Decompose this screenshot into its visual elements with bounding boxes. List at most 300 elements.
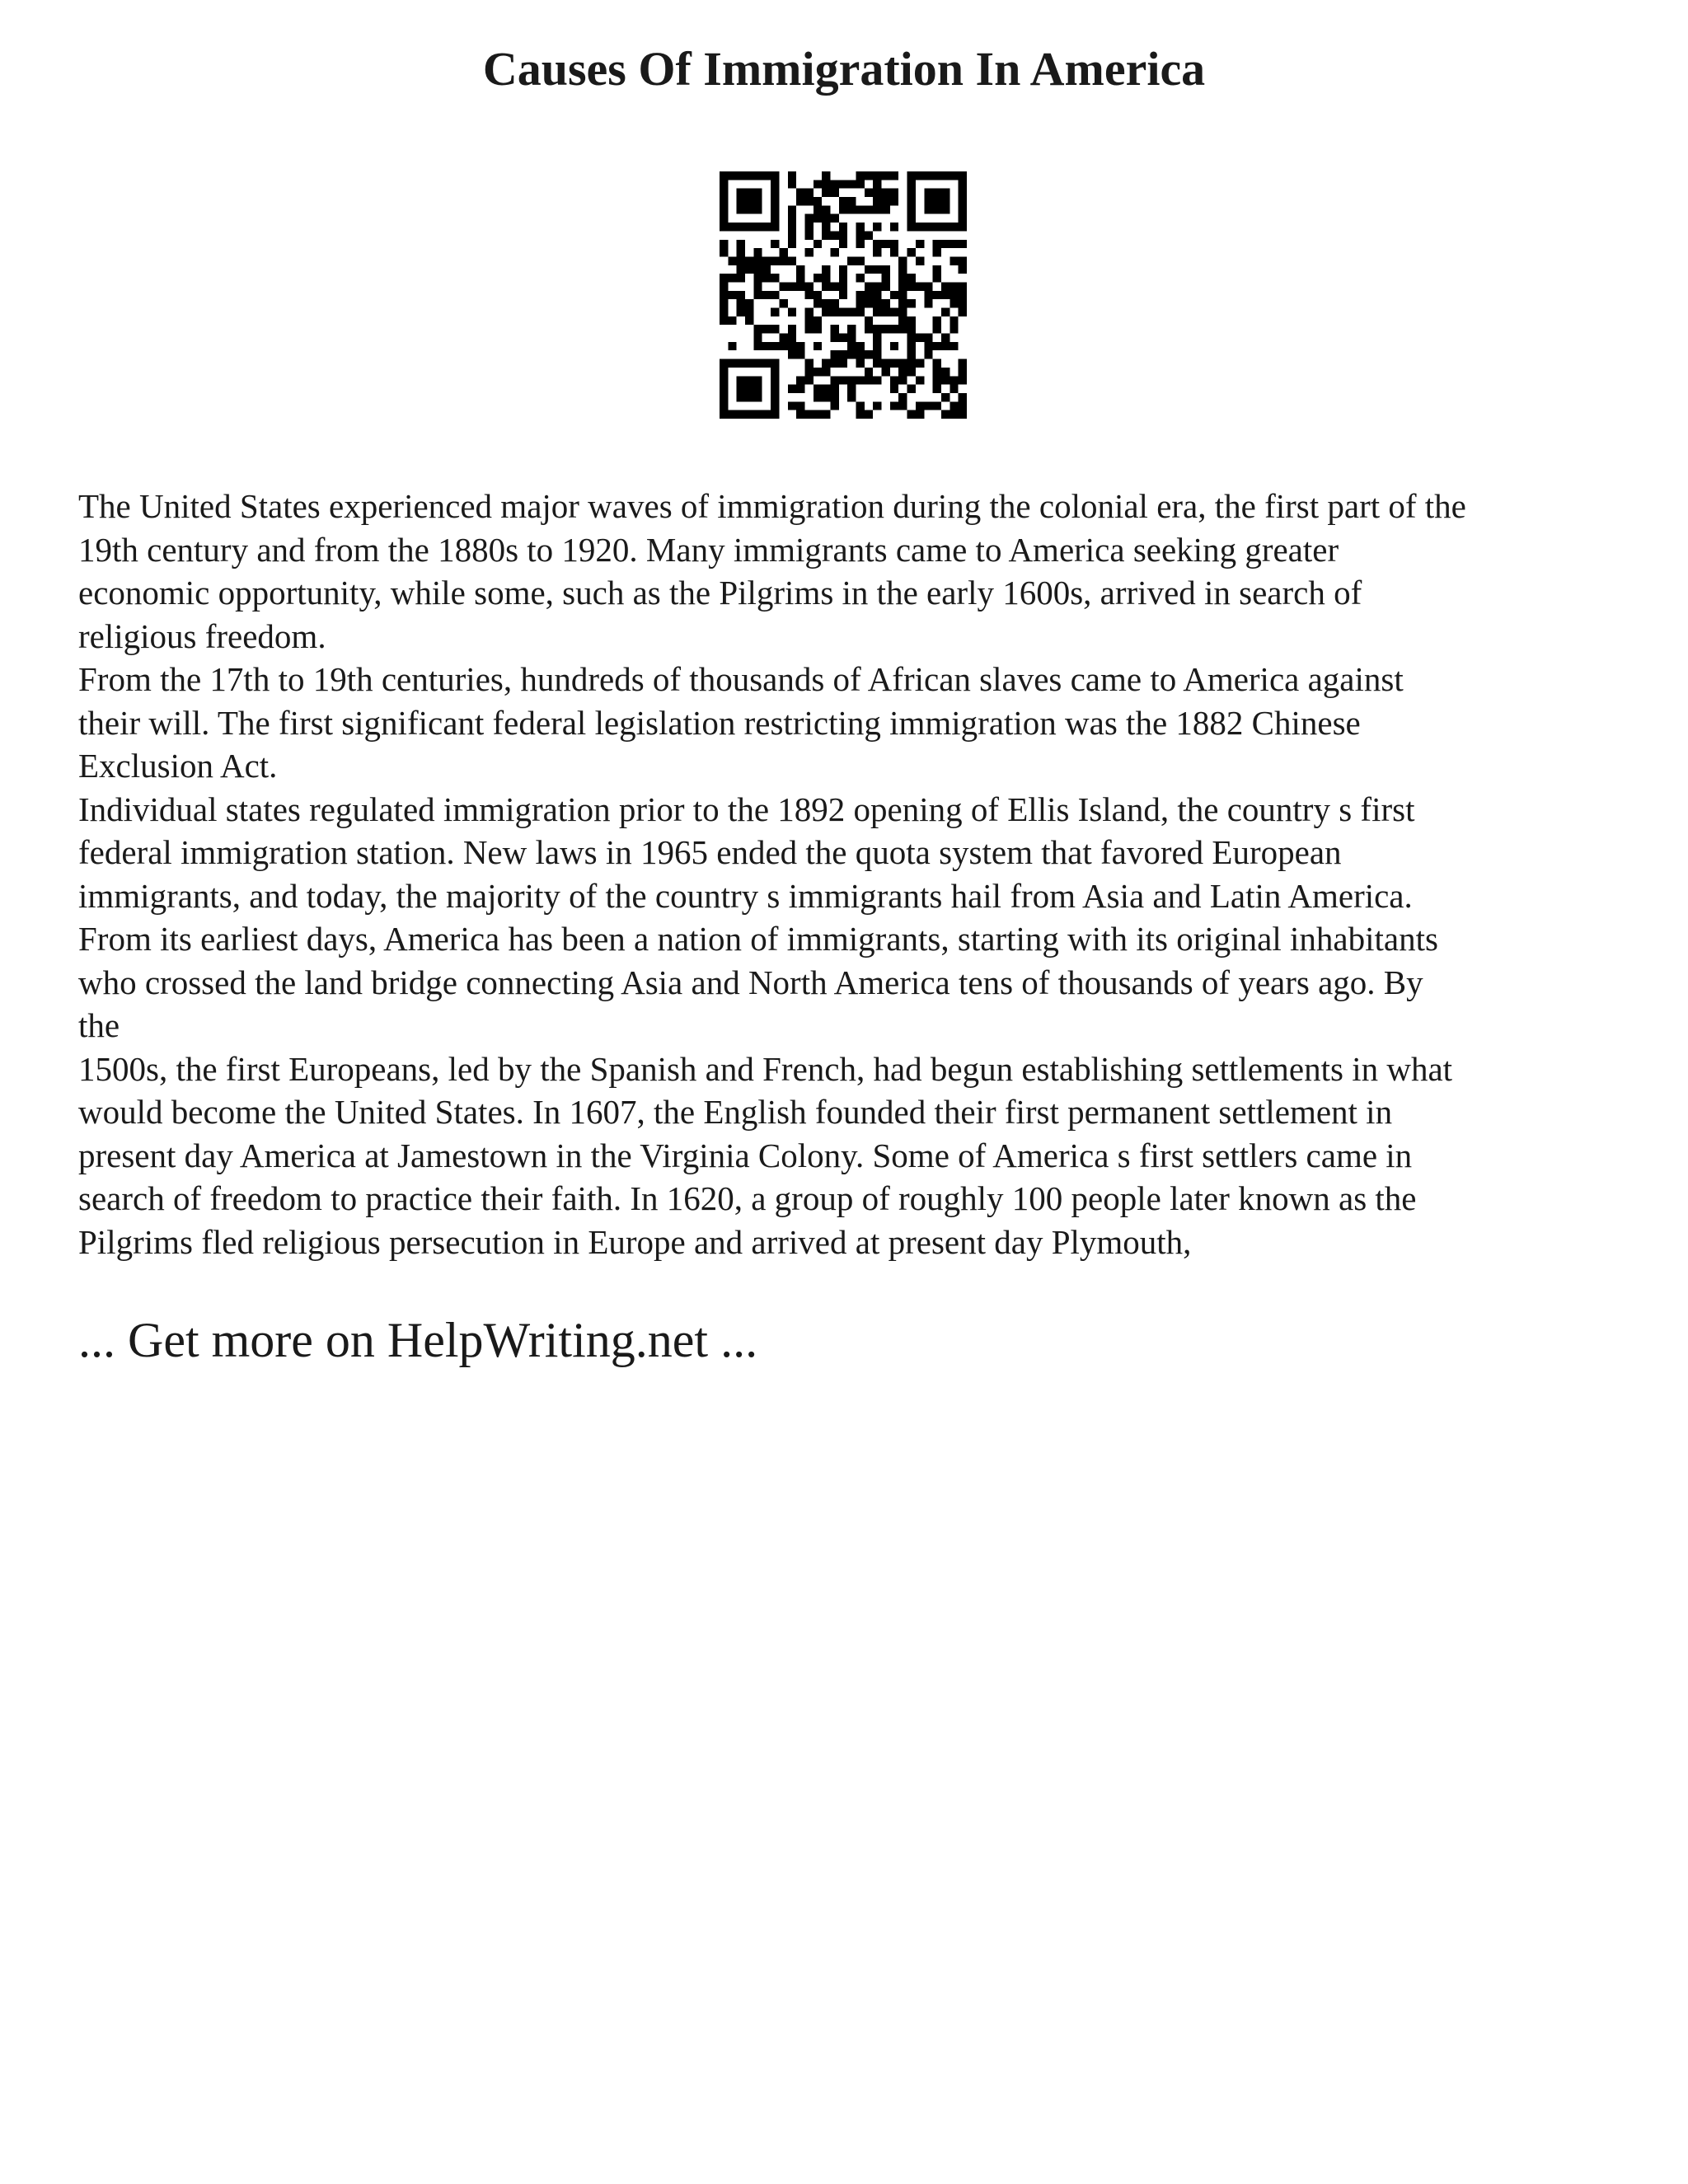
qr-module bbox=[933, 368, 941, 376]
qr-module bbox=[771, 274, 779, 282]
qr-module bbox=[924, 189, 932, 197]
qr-module bbox=[804, 325, 813, 333]
qr-module bbox=[788, 350, 796, 359]
body-line: search of freedom to practice their faith. In 1620, a group of roughly 100 people later known as the bbox=[78, 1179, 1417, 1217]
qr-module bbox=[950, 316, 958, 325]
qr-module bbox=[822, 274, 830, 282]
qr-module bbox=[873, 240, 881, 248]
qr-module bbox=[907, 189, 916, 197]
qr-module bbox=[753, 291, 762, 299]
qr-module bbox=[856, 359, 865, 368]
qr-module bbox=[830, 214, 838, 223]
qr-module bbox=[796, 197, 804, 205]
qr-module bbox=[822, 223, 830, 231]
qr-module bbox=[941, 197, 950, 205]
qr-module bbox=[847, 342, 856, 350]
get-more-link[interactable]: ... Get more on HelpWriting.net ... bbox=[78, 1313, 758, 1367]
qr-module bbox=[941, 291, 950, 299]
qr-module bbox=[720, 401, 728, 410]
qr-module bbox=[788, 205, 796, 213]
qr-module bbox=[753, 265, 762, 274]
qr-module bbox=[814, 197, 822, 205]
qr-module bbox=[753, 334, 762, 342]
qr-module bbox=[941, 376, 950, 384]
qr-module bbox=[890, 325, 898, 333]
qr-module bbox=[898, 359, 907, 368]
qr-module bbox=[873, 376, 881, 384]
qr-module bbox=[907, 350, 916, 359]
qr-module bbox=[933, 248, 941, 256]
body-line: Exclusion Act. bbox=[78, 747, 278, 785]
qr-module bbox=[950, 376, 958, 384]
qr-module bbox=[856, 256, 865, 265]
qr-module bbox=[771, 180, 779, 188]
qr-module bbox=[753, 342, 762, 350]
qr-code-icon bbox=[720, 171, 967, 419]
qr-module bbox=[873, 299, 881, 307]
qr-module bbox=[907, 197, 916, 205]
qr-module bbox=[720, 308, 728, 316]
qr-module bbox=[753, 189, 762, 197]
qr-module bbox=[728, 359, 736, 368]
qr-module bbox=[898, 274, 907, 282]
qr-module bbox=[745, 189, 753, 197]
qr-module bbox=[916, 401, 924, 410]
qr-module bbox=[830, 401, 838, 410]
qr-module bbox=[950, 291, 958, 299]
qr-module bbox=[779, 334, 787, 342]
qr-module bbox=[873, 308, 881, 316]
qr-module bbox=[753, 282, 762, 290]
qr-module bbox=[933, 197, 941, 205]
qr-module bbox=[737, 291, 745, 299]
qr-module bbox=[907, 282, 916, 290]
qr-module bbox=[839, 265, 847, 274]
qr-module bbox=[873, 171, 881, 180]
qr-module bbox=[933, 342, 941, 350]
qr-module bbox=[830, 248, 838, 256]
qr-module bbox=[728, 410, 736, 419]
qr-module bbox=[856, 350, 865, 359]
qr-module bbox=[804, 223, 813, 231]
qr-module bbox=[720, 299, 728, 307]
qr-module bbox=[788, 385, 796, 393]
qr-module bbox=[737, 240, 745, 248]
qr-module bbox=[779, 299, 787, 307]
body-line: federal immigration station. New laws in 1965 ended the quota system that favored European bbox=[78, 833, 1342, 871]
qr-module bbox=[822, 282, 830, 290]
qr-module bbox=[873, 223, 881, 231]
qr-module bbox=[804, 282, 813, 290]
qr-module bbox=[933, 359, 941, 368]
qr-module bbox=[737, 223, 745, 231]
qr-module bbox=[865, 299, 873, 307]
qr-module bbox=[950, 385, 958, 393]
qr-module bbox=[856, 299, 865, 307]
qr-module bbox=[933, 274, 941, 282]
qr-module bbox=[788, 401, 796, 410]
qr-module bbox=[788, 342, 796, 350]
qr-module bbox=[753, 325, 762, 333]
qr-module bbox=[771, 205, 779, 213]
qr-module bbox=[720, 376, 728, 384]
qr-module bbox=[728, 171, 736, 180]
qr-module bbox=[814, 240, 822, 248]
qr-module bbox=[830, 325, 838, 333]
qr-module bbox=[771, 214, 779, 223]
qr-module bbox=[737, 248, 745, 256]
body-line: Individual states regulated immigration prior to the 1892 opening of Ellis Island, the country s first bbox=[78, 790, 1415, 828]
qr-module bbox=[720, 171, 728, 180]
qr-module bbox=[804, 197, 813, 205]
qr-module bbox=[830, 334, 838, 342]
qr-module bbox=[882, 299, 890, 307]
qr-module bbox=[959, 299, 967, 307]
qr-module bbox=[941, 334, 950, 342]
qr-module bbox=[959, 223, 967, 231]
qr-module bbox=[959, 368, 967, 376]
qr-module bbox=[890, 376, 898, 384]
qr-module bbox=[898, 376, 907, 384]
qr-module bbox=[865, 282, 873, 290]
qr-module bbox=[788, 325, 796, 333]
qr-module bbox=[804, 248, 813, 256]
qr-module bbox=[771, 197, 779, 205]
qr-module bbox=[959, 393, 967, 401]
qr-module bbox=[839, 291, 847, 299]
qr-module bbox=[814, 410, 822, 419]
qr-module bbox=[959, 359, 967, 368]
qr-module bbox=[856, 376, 865, 384]
qr-module bbox=[822, 231, 830, 239]
qr-module bbox=[796, 274, 804, 282]
qr-module bbox=[839, 350, 847, 359]
qr-module bbox=[856, 401, 865, 410]
qr-module bbox=[933, 291, 941, 299]
qr-module bbox=[907, 205, 916, 213]
qr-module bbox=[839, 376, 847, 384]
qr-module bbox=[898, 401, 907, 410]
qr-module bbox=[907, 274, 916, 282]
qr-module bbox=[814, 299, 822, 307]
qr-module bbox=[933, 401, 941, 410]
qr-module bbox=[720, 205, 728, 213]
qr-module bbox=[822, 214, 830, 223]
qr-module bbox=[753, 205, 762, 213]
qr-module bbox=[720, 248, 728, 256]
qr-module bbox=[728, 291, 736, 299]
qr-module bbox=[865, 231, 873, 239]
qr-module bbox=[890, 291, 898, 299]
qr-module bbox=[882, 205, 890, 213]
qr-module bbox=[822, 359, 830, 368]
qr-module bbox=[907, 180, 916, 188]
qr-module bbox=[720, 180, 728, 188]
qr-module bbox=[814, 180, 822, 188]
qr-module bbox=[873, 401, 881, 410]
qr-module bbox=[865, 205, 873, 213]
qr-module bbox=[898, 256, 907, 265]
qr-module bbox=[720, 214, 728, 223]
qr-module bbox=[941, 342, 950, 350]
qr-module bbox=[847, 256, 856, 265]
qr-module bbox=[898, 393, 907, 401]
qr-module bbox=[745, 316, 753, 325]
qr-module bbox=[771, 401, 779, 410]
qr-module bbox=[814, 393, 822, 401]
qr-module bbox=[839, 180, 847, 188]
qr-module bbox=[771, 385, 779, 393]
qr-module bbox=[873, 334, 881, 342]
qr-module bbox=[959, 240, 967, 248]
qr-module bbox=[950, 299, 958, 307]
qr-module bbox=[796, 385, 804, 393]
qr-module bbox=[959, 205, 967, 213]
body-line: present day America at Jamestown in the Virginia Colony. Some of America s first settlers came in bbox=[78, 1136, 1413, 1174]
qr-module bbox=[890, 359, 898, 368]
qr-module bbox=[873, 350, 881, 359]
qr-module bbox=[856, 342, 865, 350]
qr-module bbox=[830, 308, 838, 316]
qr-module bbox=[771, 376, 779, 384]
qr-module bbox=[745, 223, 753, 231]
qr-module bbox=[856, 171, 865, 180]
qr-module bbox=[720, 197, 728, 205]
qr-module bbox=[898, 291, 907, 299]
qr-module bbox=[882, 359, 890, 368]
qr-module bbox=[745, 256, 753, 265]
qr-module bbox=[907, 223, 916, 231]
qr-module bbox=[882, 240, 890, 248]
qr-module bbox=[916, 410, 924, 419]
qr-module bbox=[737, 189, 745, 197]
qr-module bbox=[779, 342, 787, 350]
qr-module bbox=[959, 401, 967, 410]
qr-module bbox=[933, 205, 941, 213]
qr-module bbox=[737, 265, 745, 274]
qr-module bbox=[882, 368, 890, 376]
qr-module bbox=[941, 393, 950, 401]
qr-module bbox=[839, 282, 847, 290]
qr-module bbox=[737, 385, 745, 393]
qr-module bbox=[753, 410, 762, 419]
qr-module bbox=[950, 240, 958, 248]
body-line: religious freedom. bbox=[78, 616, 326, 655]
qr-module bbox=[839, 308, 847, 316]
qr-module bbox=[737, 171, 745, 180]
qr-module bbox=[898, 282, 907, 290]
qr-module bbox=[762, 359, 771, 368]
qr-module bbox=[822, 205, 830, 213]
qr-module bbox=[890, 240, 898, 248]
qr-module bbox=[959, 197, 967, 205]
qr-module bbox=[830, 282, 838, 290]
qr-module bbox=[788, 308, 796, 316]
qr-module bbox=[720, 410, 728, 419]
qr-module bbox=[950, 223, 958, 231]
qr-module bbox=[916, 223, 924, 231]
qr-module bbox=[865, 376, 873, 384]
qr-module bbox=[890, 223, 898, 231]
qr-module bbox=[788, 282, 796, 290]
qr-module bbox=[924, 350, 932, 359]
qr-module bbox=[907, 325, 916, 333]
qr-module bbox=[737, 197, 745, 205]
qr-module bbox=[745, 376, 753, 384]
qr-module bbox=[728, 256, 736, 265]
body-line: their will. The first significant federal legislation restricting immigration was the 1882 Chinese bbox=[78, 703, 1361, 742]
qr-module bbox=[941, 282, 950, 290]
qr-module bbox=[941, 240, 950, 248]
qr-module bbox=[890, 248, 898, 256]
qr-module bbox=[898, 308, 907, 316]
qr-module bbox=[847, 350, 856, 359]
qr-module bbox=[720, 385, 728, 393]
qr-module bbox=[788, 334, 796, 342]
qr-module bbox=[720, 291, 728, 299]
qr-module bbox=[950, 325, 958, 333]
qr-module bbox=[865, 325, 873, 333]
qr-module bbox=[814, 205, 822, 213]
qr-module bbox=[779, 282, 787, 290]
qr-module bbox=[933, 171, 941, 180]
qr-module bbox=[720, 189, 728, 197]
qr-module bbox=[882, 197, 890, 205]
qr-module bbox=[745, 197, 753, 205]
qr-module bbox=[916, 376, 924, 384]
qr-module bbox=[822, 299, 830, 307]
qr-module bbox=[916, 240, 924, 248]
qr-module bbox=[796, 376, 804, 384]
qr-module bbox=[788, 171, 796, 180]
qr-module bbox=[873, 197, 881, 205]
qr-module bbox=[779, 256, 787, 265]
qr-module bbox=[771, 171, 779, 180]
qr-module bbox=[720, 282, 728, 290]
body-line: economic opportunity, while some, such as the Pilgrims in the early 1600s, arrived in search of bbox=[78, 574, 1362, 612]
qr-module bbox=[822, 265, 830, 274]
qr-module bbox=[941, 205, 950, 213]
qr-module bbox=[737, 410, 745, 419]
qr-module bbox=[865, 189, 873, 197]
qr-module bbox=[830, 189, 838, 197]
qr-module bbox=[907, 316, 916, 325]
qr-module bbox=[762, 274, 771, 282]
qr-module bbox=[873, 248, 881, 256]
qr-module bbox=[830, 376, 838, 384]
qr-module bbox=[728, 274, 736, 282]
qr-module bbox=[814, 274, 822, 282]
document-body bbox=[78, 485, 1628, 1263]
qr-module bbox=[737, 393, 745, 401]
qr-module bbox=[788, 231, 796, 239]
qr-module bbox=[762, 325, 771, 333]
qr-module bbox=[959, 265, 967, 274]
qr-module bbox=[753, 197, 762, 205]
qr-module bbox=[907, 342, 916, 350]
qr-module bbox=[804, 308, 813, 316]
qr-module bbox=[745, 265, 753, 274]
qr-module bbox=[728, 342, 736, 350]
qr-module bbox=[873, 180, 881, 188]
qr-module bbox=[830, 350, 838, 359]
qr-module bbox=[796, 265, 804, 274]
qr-module bbox=[865, 368, 873, 376]
qr-module bbox=[804, 359, 813, 368]
qr-module bbox=[737, 299, 745, 307]
qr-module bbox=[839, 205, 847, 213]
qr-module bbox=[796, 350, 804, 359]
body-line: who crossed the land bridge connecting Asia and North America tens of thousands of years ago. By bbox=[78, 963, 1423, 1001]
qr-module bbox=[804, 368, 813, 376]
qr-module bbox=[959, 291, 967, 299]
qr-module bbox=[737, 205, 745, 213]
qr-module bbox=[737, 308, 745, 316]
qr-module bbox=[822, 189, 830, 197]
qr-module bbox=[839, 223, 847, 231]
qr-module bbox=[847, 205, 856, 213]
qr-module bbox=[933, 265, 941, 274]
qr-module bbox=[873, 205, 881, 213]
qr-module bbox=[822, 171, 830, 180]
qr-module bbox=[762, 342, 771, 350]
qr-module bbox=[898, 299, 907, 307]
qr-module bbox=[856, 223, 865, 231]
qr-module bbox=[830, 385, 838, 393]
qr-module bbox=[950, 171, 958, 180]
qr-module bbox=[907, 334, 916, 342]
qr-module bbox=[745, 410, 753, 419]
qr-module bbox=[804, 316, 813, 325]
qr-module bbox=[933, 376, 941, 384]
qr-module bbox=[788, 180, 796, 188]
qr-module bbox=[907, 299, 916, 307]
qr-module bbox=[796, 282, 804, 290]
qr-module bbox=[916, 334, 924, 342]
qr-module bbox=[882, 171, 890, 180]
qr-module bbox=[890, 385, 898, 393]
qr-module bbox=[762, 223, 771, 231]
qr-module bbox=[745, 308, 753, 316]
qr-module bbox=[856, 291, 865, 299]
qr-module bbox=[796, 189, 804, 197]
page-title: Causes Of Immigration In America bbox=[482, 42, 1206, 96]
qr-module bbox=[814, 214, 822, 223]
qr-module bbox=[941, 189, 950, 197]
qr-module bbox=[839, 274, 847, 282]
qr-module bbox=[762, 171, 771, 180]
qr-module bbox=[762, 265, 771, 274]
qr-module bbox=[924, 299, 932, 307]
qr-module bbox=[847, 334, 856, 342]
qr-module bbox=[839, 240, 847, 248]
qr-module bbox=[788, 223, 796, 231]
qr-module bbox=[847, 393, 856, 401]
qr-module bbox=[745, 393, 753, 401]
qr-module bbox=[796, 342, 804, 350]
qr-module bbox=[804, 291, 813, 299]
qr-module bbox=[959, 376, 967, 384]
qr-module bbox=[814, 368, 822, 376]
qr-module bbox=[745, 171, 753, 180]
qr-module bbox=[788, 214, 796, 223]
qr-module bbox=[720, 368, 728, 376]
qr-module bbox=[788, 256, 796, 265]
qr-module bbox=[771, 410, 779, 419]
qr-module bbox=[856, 410, 865, 419]
qr-module bbox=[804, 410, 813, 419]
qr-module bbox=[728, 316, 736, 325]
